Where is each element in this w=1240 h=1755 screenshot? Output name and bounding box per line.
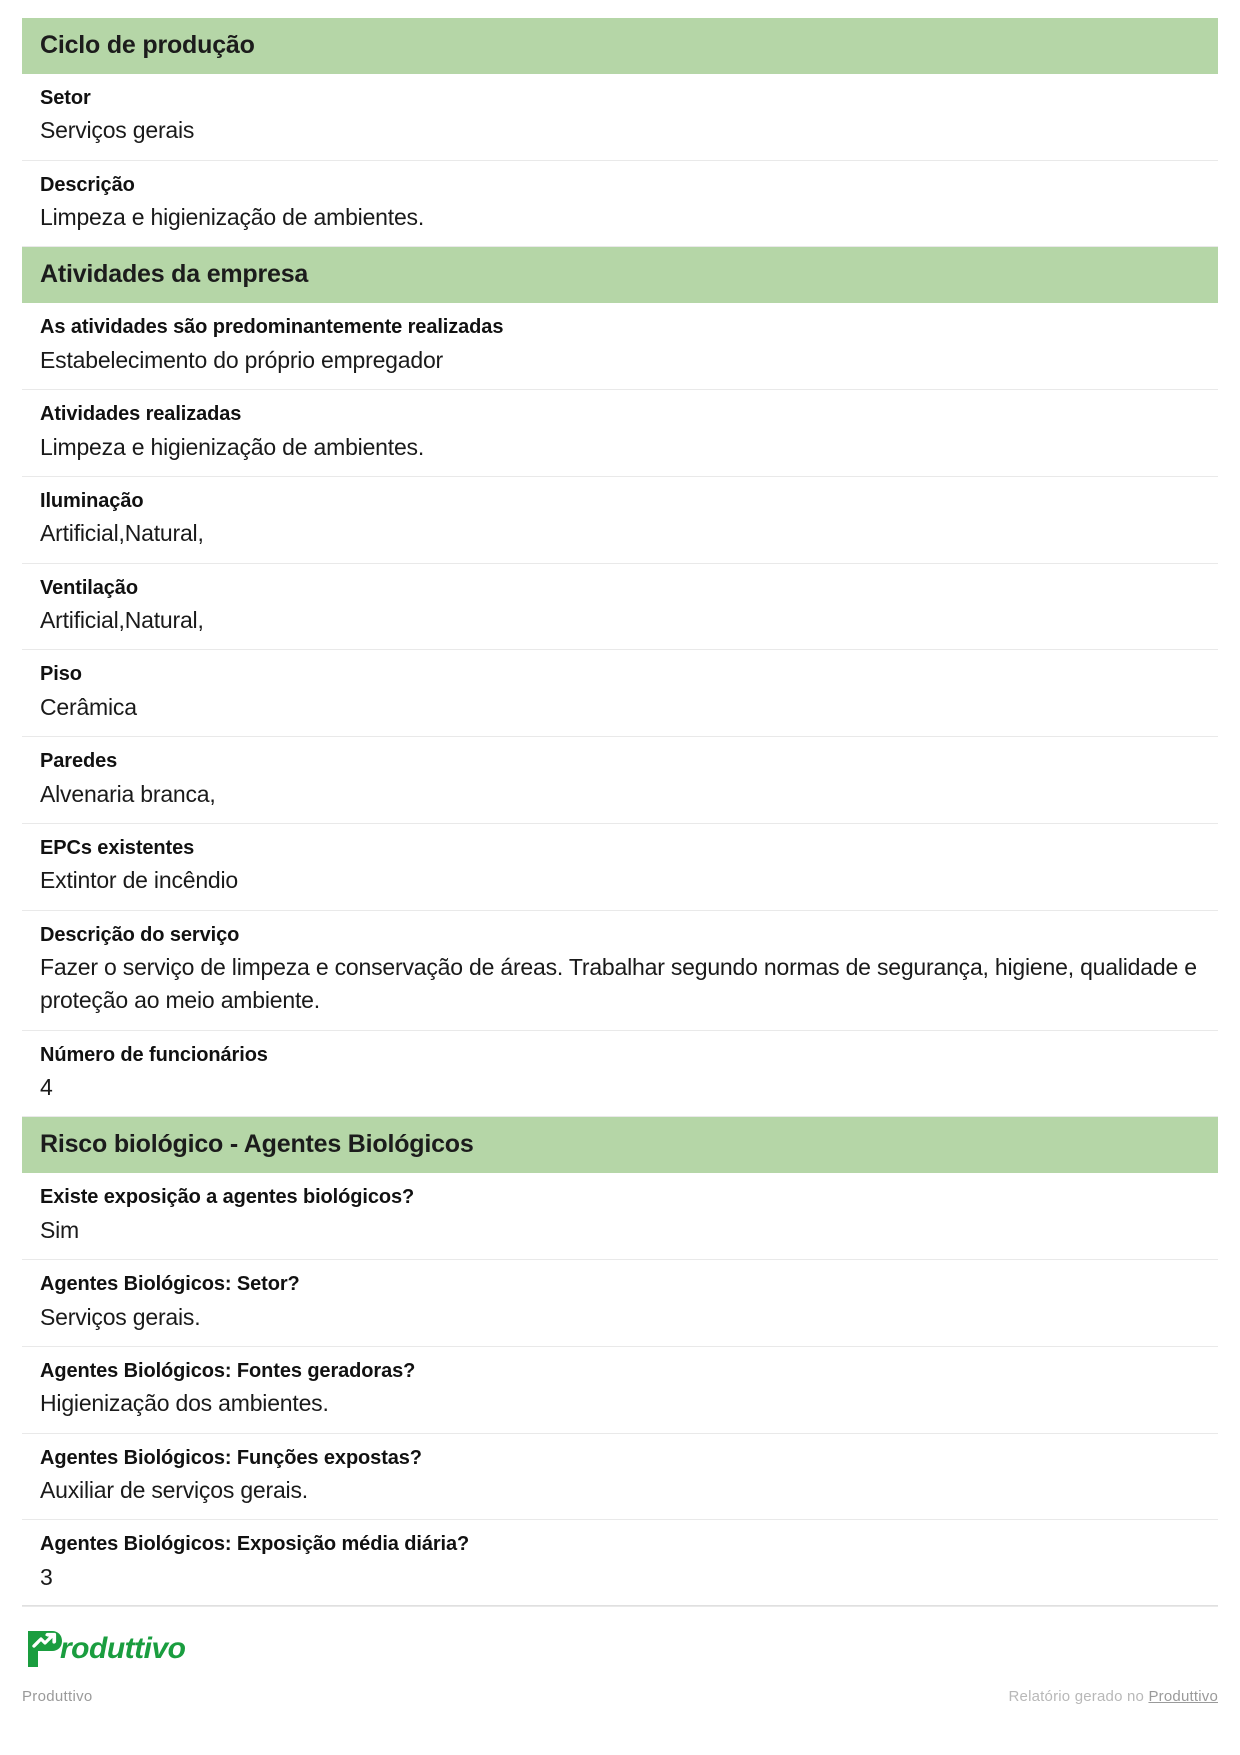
row-label: Agentes Biológicos: Exposição média diária? bbox=[40, 1533, 470, 1556]
section-atividades-da-empresa bbox=[22, 247, 1218, 1117]
table-row bbox=[22, 911, 1218, 1031]
row-value: Artificial,Natural, bbox=[40, 607, 204, 634]
row-value: Higienização dos ambientes. bbox=[40, 1390, 329, 1417]
row-label: Ventilação bbox=[40, 576, 138, 599]
footer-produttivo-link[interactable]: Produttivo bbox=[1148, 1688, 1218, 1705]
row-label: Agentes Biológicos: Fontes geradoras? bbox=[40, 1359, 416, 1382]
row-value: Sim bbox=[40, 1216, 80, 1243]
table-row bbox=[22, 824, 1218, 911]
row-label: Descrição bbox=[40, 173, 135, 196]
table-row bbox=[22, 1260, 1218, 1347]
section-risco-biologico bbox=[22, 1117, 1218, 1607]
row-value: Alvenaria branca, bbox=[40, 780, 216, 807]
row-label: Iluminação bbox=[40, 489, 144, 512]
row-value: Limpeza e higienização de ambientes. bbox=[40, 204, 425, 231]
row-value: 3 bbox=[40, 1563, 53, 1590]
row-value: Extintor de incêndio bbox=[40, 867, 239, 894]
table-row bbox=[22, 303, 1218, 390]
table-row bbox=[22, 564, 1218, 651]
row-value: Auxiliar de serviços gerais. bbox=[40, 1477, 308, 1504]
row-label: EPCs existentes bbox=[40, 836, 195, 859]
report-body bbox=[22, 18, 1218, 1607]
row-label: Agentes Biológicos: Setor? bbox=[40, 1273, 300, 1296]
row-label: Descrição do serviço bbox=[40, 923, 240, 946]
logo-wordmark: roduttivo bbox=[60, 1632, 186, 1665]
row-label: Setor bbox=[40, 87, 91, 109]
table-row bbox=[22, 390, 1218, 477]
row-value: Serviços gerais. bbox=[40, 1303, 201, 1330]
row-label: Agentes Biológicos: Funções expostas? bbox=[40, 1446, 422, 1469]
produttivo-p-chart-icon bbox=[22, 1629, 64, 1669]
row-label: Paredes bbox=[40, 750, 118, 773]
table-row bbox=[22, 74, 1218, 161]
row-value: 4 bbox=[40, 1074, 53, 1101]
row-value: Artificial,Natural, bbox=[40, 520, 204, 547]
table-row bbox=[22, 1173, 1218, 1260]
table-row bbox=[22, 161, 1218, 248]
row-value: Cerâmica bbox=[40, 693, 137, 720]
row-label: Existe exposição a agentes biológicos? bbox=[40, 1186, 415, 1209]
table-row bbox=[22, 1031, 1218, 1118]
row-value: Estabelecimento do próprio empregador bbox=[40, 346, 444, 373]
table-row bbox=[22, 650, 1218, 737]
row-label: As atividades são predominantemente realizadas bbox=[40, 316, 504, 339]
row-value: Fazer o serviço de limpeza e conservação de áreas. Trabalhar segundo normas de segurança, higiene, qualidade e proteção ao meio ambiente. bbox=[40, 954, 1197, 1014]
table-row bbox=[22, 477, 1218, 564]
footer-generated-note bbox=[1009, 1688, 1218, 1705]
table-row bbox=[22, 1347, 1218, 1434]
row-value: Serviços gerais bbox=[40, 117, 195, 144]
table-row bbox=[22, 1434, 1218, 1521]
row-label: Piso bbox=[40, 663, 82, 686]
footer-brand-name: Produttivo bbox=[22, 1688, 93, 1705]
section-title-risco-biologico: Risco biológico - Agentes Biológicos bbox=[22, 1117, 1218, 1173]
section-ciclo-de-producao bbox=[22, 18, 1218, 247]
section-title-atividades-da-empresa: Atividades da empresa bbox=[22, 247, 1218, 303]
section-title-ciclo-de-producao: Ciclo de produção bbox=[22, 18, 1218, 74]
footer-generated-prefix: Relatório gerado no bbox=[1008, 1688, 1149, 1705]
table-row bbox=[22, 737, 1218, 824]
row-value: Limpeza e higienização de ambientes. bbox=[40, 433, 425, 460]
table-row bbox=[22, 1520, 1218, 1607]
produttivo-logo bbox=[22, 1628, 1218, 1670]
row-label: Número de funcionários bbox=[40, 1043, 268, 1066]
page-footer bbox=[22, 1605, 1218, 1755]
row-label: Atividades realizadas bbox=[40, 403, 242, 426]
